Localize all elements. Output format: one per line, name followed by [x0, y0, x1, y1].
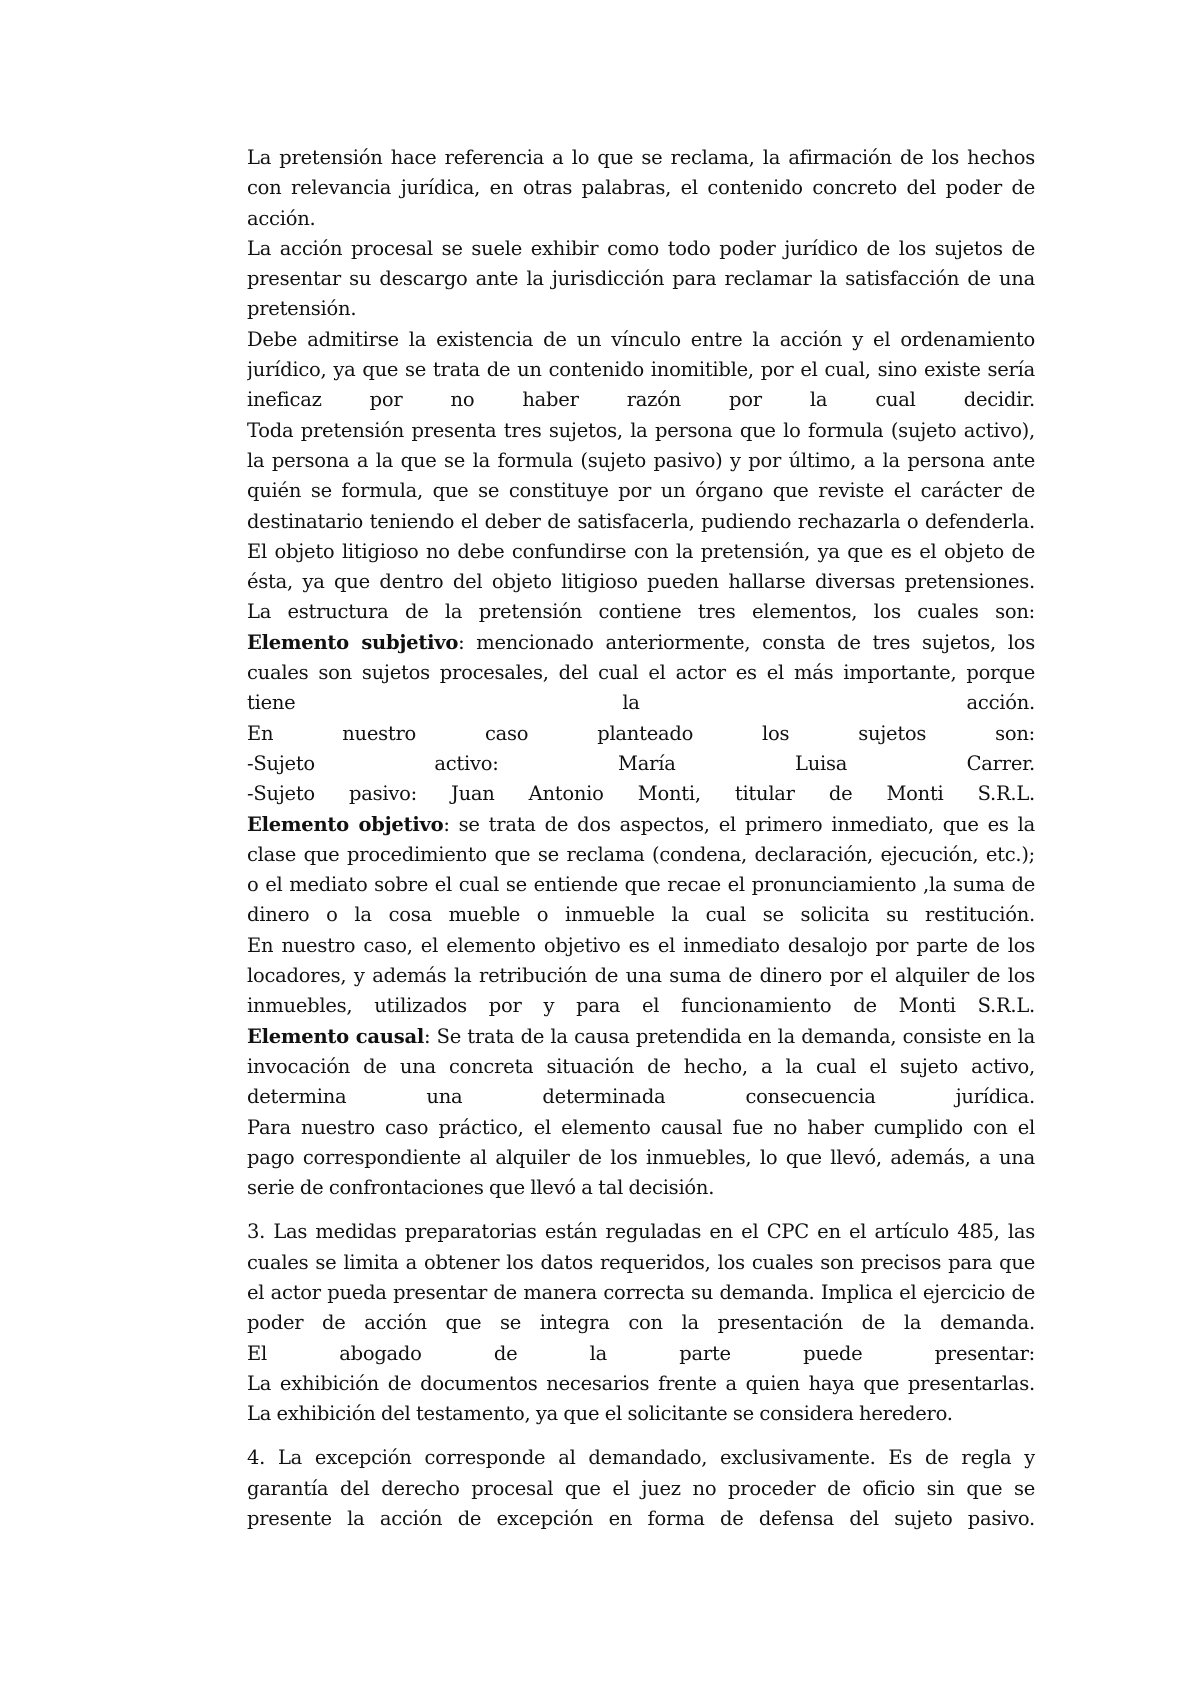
text-line: Debe admitirse la existencia de un vínculo entre la acción y el ordenamiento [247, 327, 1035, 351]
paragraph-vinculo [247, 325, 1035, 628]
bold-heading-elemento-objetivo: Elemento objetivo [247, 812, 444, 836]
text-line: Para nuestro caso práctico, el elemento causal fue no haber cumplido con el [247, 1115, 1035, 1139]
text-line: determina una determinada consecuencia jurídica. [247, 1085, 1035, 1109]
paragraph-section-4 [247, 1443, 1035, 1534]
text-run: : se trata de dos aspectos, el primero inmediato, que es la [443, 812, 1035, 836]
text-line: poder de acción que se integra con la presentación de la demanda. [247, 1311, 1035, 1335]
text-line: -Sujeto activo: María Luisa Carrer. [247, 751, 1035, 775]
text-line: El abogado de la parte puede presentar: [247, 1341, 1035, 1365]
text-line: tiene la acción. [247, 691, 1035, 715]
text-line: quién se formula, que se constituye por un órgano que reviste el carácter de [247, 479, 1035, 503]
text-run: : mencionado anteriormente, consta de tres sujetos, los [458, 630, 1035, 654]
text-line: -Sujeto pasivo: Juan Antonio Monti, titular de Monti S.R.L. [247, 782, 1035, 806]
paragraph-section-3 [247, 1217, 1035, 1429]
text-line: presentar su descargo ante la jurisdicción para reclamar la satisfacción de una [247, 267, 1035, 291]
bold-heading-elemento-subjetivo: Elemento subjetivo [247, 630, 459, 654]
text-line: La exhibición del testamento, ya que el solicitante se considera heredero. [247, 1402, 953, 1426]
text-line [247, 628, 1035, 658]
text-line: cuales se limita a obtener los datos requeridos, los cuales son precisos para que [247, 1250, 1035, 1274]
text-line: presente la acción de excepción en forma de defensa del sujeto pasivo. [247, 1507, 1035, 1531]
text-line: destinatario teniendo el deber de satisfacerla, pudiendo rechazarla o defenderla. [247, 509, 1035, 533]
text-line: o el mediato sobre el cual se entiende que recae el pronunciamiento ,la suma de [247, 873, 1035, 897]
paragraph-elemento-subjetivo [247, 628, 1035, 810]
bold-heading-elemento-causal: Elemento causal [247, 1024, 424, 1048]
text-line: La estructura de la pretensión contiene tres elementos, los cuales son: [247, 600, 1035, 624]
paragraph-elemento-causal [247, 1022, 1035, 1204]
text-line: serie de confrontaciones que llevó a tal decisión. [247, 1176, 715, 1200]
text-line: clase que procedimiento que se reclama (condena, declaración, ejecución, etc.); [247, 842, 1035, 866]
text-line: acción. [247, 206, 316, 230]
text-line: cuales son sujetos procesales, del cual el actor es el más importante, porque [247, 661, 1035, 685]
text-line: jurídico, ya que se trata de un contenido inomitible, por el cual, sino existe sería [247, 358, 1035, 382]
paragraph-pretension-definition [247, 143, 1035, 234]
document-page [247, 143, 1035, 1534]
text-line: pago correspondiente al alquiler de los inmuebles, lo que llevó, además, a una [247, 1145, 1035, 1169]
text-line: 4. La excepción corresponde al demandado, exclusivamente. Es de regla y [247, 1446, 1035, 1470]
text-line [247, 810, 1035, 840]
text-line [247, 1022, 1035, 1052]
text-line: Toda pretensión presenta tres sujetos, la persona que lo formula (sujeto activo), [247, 418, 1035, 442]
text-line: inmuebles, utilizados por y para el funcionamiento de Monti S.R.L. [247, 994, 1035, 1018]
text-line: con relevancia jurídica, en otras palabras, el contenido concreto del poder de [247, 176, 1035, 200]
text-line: dinero o la cosa mueble o inmueble la cual se solicita su restitución. [247, 903, 1035, 927]
text-line: 3. Las medidas preparatorias están reguladas en el CPC en el artículo 485, las [247, 1220, 1035, 1244]
paragraph-elemento-objetivo [247, 810, 1035, 1022]
text-line: locadores, y además la retribución de una suma de dinero por el alquiler de los [247, 964, 1035, 988]
text-line: invocación de una concreta situación de hecho, a la cual el sujeto activo, [247, 1054, 1035, 1078]
text-line: La pretensión hace referencia a lo que se reclama, la afirmación de los hechos [247, 146, 1035, 169]
text-line: pretensión. [247, 297, 357, 321]
text-line: ésta, ya que dentro del objeto litigioso pueden hallarse diversas pretensiones. [247, 570, 1035, 594]
text-line: La acción procesal se suele exhibir como todo poder jurídico de los sujetos de [247, 236, 1035, 260]
text-line: garantía del derecho procesal que el juez no proceder de oficio sin que se [247, 1476, 1035, 1500]
text-line: En nuestro caso planteado los sujetos son: [247, 721, 1035, 745]
text-line: La exhibición de documentos necesarios frente a quien haya que presentarlas. [247, 1371, 1035, 1395]
text-line: ineficaz por no haber razón por la cual decidir. [247, 388, 1035, 412]
paragraph-accion-procesal [247, 234, 1035, 325]
text-line: la persona a la que se la formula (sujeto pasivo) y por último, a la persona ante [247, 448, 1035, 472]
text-line: En nuestro caso, el elemento objetivo es el inmediato desalojo por parte de los [247, 933, 1035, 957]
text-run: : Se trata de la causa pretendida en la demanda, consiste en la [424, 1024, 1035, 1048]
text-line: El objeto litigioso no debe confundirse con la pretensión, ya que es el objeto de [247, 539, 1035, 563]
text-line: el actor pueda presentar de manera correcta su demanda. Implica el ejercicio de [247, 1280, 1035, 1304]
